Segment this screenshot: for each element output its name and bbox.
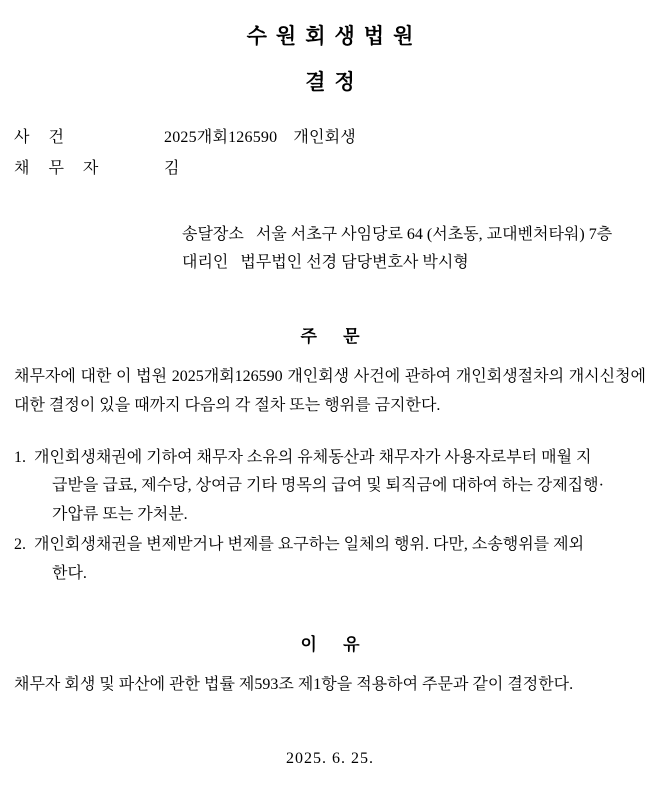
service-address-value: 서울 서초구 사임당로 64 (서초동, 교대벤처타워) 7층 <box>255 226 613 243</box>
agent-value: 법무법인 선경 담당변호사 박시형 <box>240 253 469 271</box>
list-item-line1: 개인회생채권을 변제받거나 변제를 요구하는 일체의 행위. 다만, 소송행위를 제외 <box>34 536 585 554</box>
jumun-paragraph: 채무자에 대한 이 법원 2025개회126590 개인회생 사건에 관하여 개인회생절차의 개시신청에 대한 결정이 있을 때까지 다음의 각 절차 또는 행위를 금지한다. <box>14 368 646 414</box>
list-item <box>14 531 646 588</box>
section-heading-jumun: 주 문 <box>300 327 371 347</box>
list-item-line3: 가압류 또는 가처분. <box>52 505 188 523</box>
decision-date: 2025. 6. 25. <box>286 749 374 767</box>
case-fields <box>14 126 646 181</box>
iyu-paragraph: 채무자 회생 및 파산에 관한 법률 제593조 제1항을 적용하여 주문과 같이 결정한다. <box>14 676 574 694</box>
debtor-label: 채무자 <box>14 160 118 177</box>
agent-label: 대리인 <box>182 253 229 271</box>
jumun-items <box>14 444 646 588</box>
list-item-number: 1. <box>14 448 26 466</box>
case-number-value: 2025개회126590 <box>164 129 278 146</box>
service-address-line <box>182 221 646 249</box>
service-address-block <box>182 221 646 276</box>
court-title: 수원회생법원 <box>246 24 423 48</box>
list-item-text <box>34 531 646 588</box>
list-item-text <box>34 444 646 529</box>
case-number-value-group <box>164 126 646 150</box>
section-heading-iyu: 이 유 <box>300 635 371 655</box>
case-field-row <box>14 126 646 150</box>
list-item <box>14 444 646 529</box>
list-item-line1: 개인회생채권에 기하여 채무자 소유의 유체동산과 채무자가 사용자로부터 매월 지 <box>34 448 592 466</box>
document-page <box>0 20 660 805</box>
agent-line <box>182 249 646 277</box>
case-number-label: 사건 <box>14 129 83 146</box>
service-address-label: 송달장소 <box>182 226 244 243</box>
case-type-value: 개인회생 <box>293 129 356 146</box>
document-type-title: 결정 <box>305 70 364 94</box>
debtor-field-row <box>14 157 646 181</box>
list-item-number: 2. <box>14 536 26 554</box>
list-item-line2: 한다. <box>52 564 87 582</box>
list-item-line2: 급받을 급료, 제수당, 상여금 기타 명목의 급여 및 퇴직금에 대하여 하는 강제집행· <box>52 477 604 495</box>
debtor-value: 김 <box>164 160 180 177</box>
